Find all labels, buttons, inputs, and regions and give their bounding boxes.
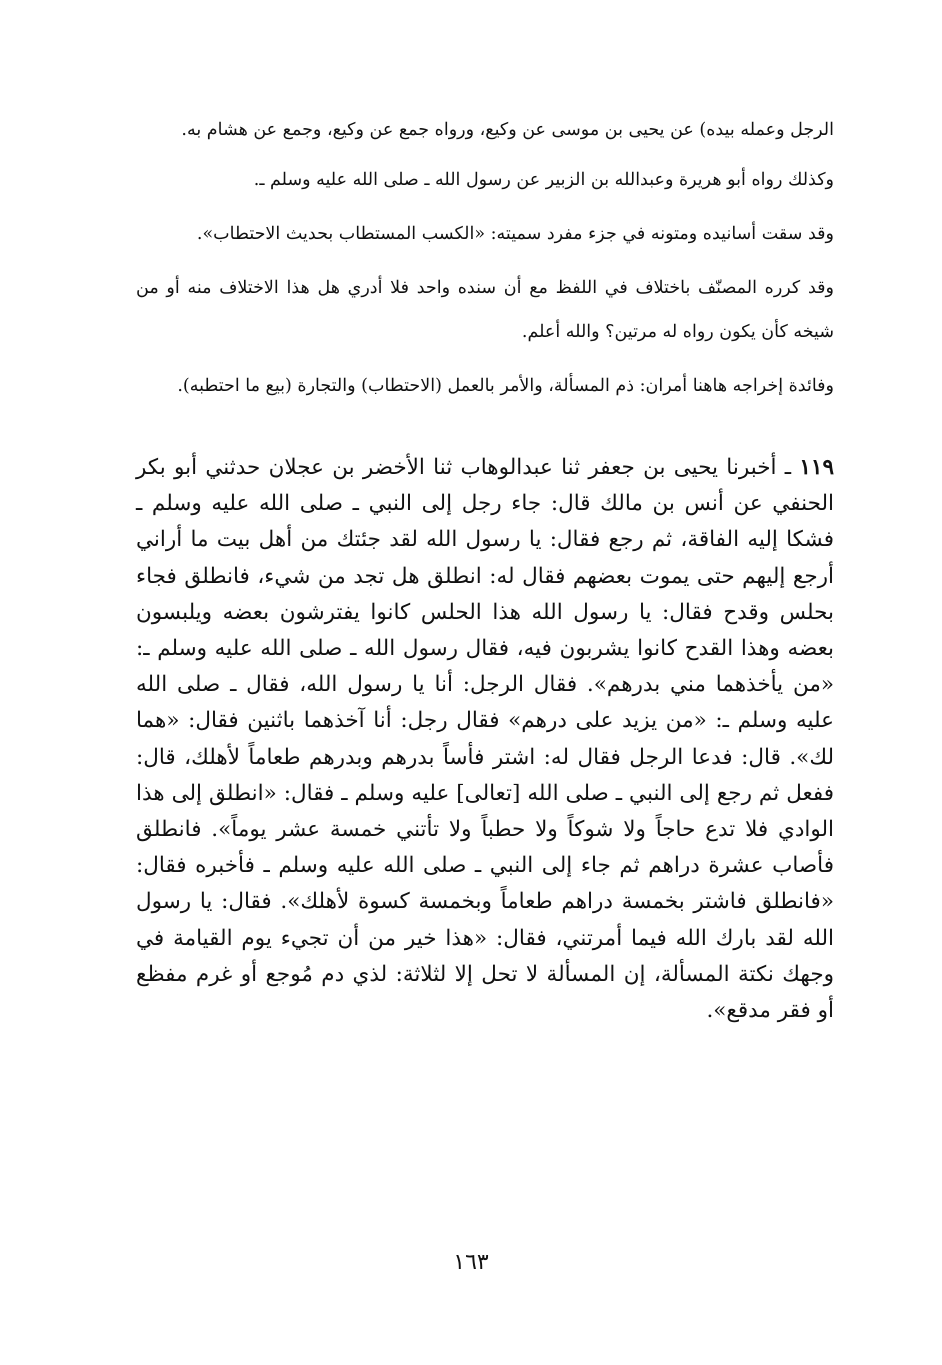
footnote-paragraph: وقد كرره المصنّف باختلاف في اللفظ مع أن سنده واحد فلا أدري هل هذا الاختلاف منه أو من شيخه كأن يكون رواه له مرتين؟ والله أعلم.: [136, 278, 834, 342]
footnote-paragraph: وفائدة إخراجه هاهنا أمران: ذم المسألة، والأمر بالعمل (الاحتطاب) والتجارة (بيع ما احتطبه).: [177, 376, 834, 396]
page-number: ١٦٣: [453, 1250, 489, 1275]
hadith-number: ١١٩: [799, 455, 834, 480]
hadith-text: ـ أخبرنا يحيى بن جعفر ثنا عبدالوهاب ثنا الأخضر بن عجلان حدثني أبو بكر الحنفي عن أنس بن مالك قال: جاء رجل إلى النبي ـ صلى الله عليه وسلم ـ فشكا إليه الفاقة، ثم رجع فقال: يا رسول الله لقد جئتك من أهل بيت ما أراني أرجع إليهم حتى يموت بعضهم فقال له: انطلق هل تجد من شيء، فانطلق فجاء بحلس وقدح فقال: يا رسول الله هذا الحلس كانوا يفترشون بعضه ويلبسون بعضه وهذا القدح كانوا يشربون فيه، فقال رسول الله ـ صلى الله عليه وسلم ـ: «من يأخذهما مني بدرهم». فقال الرجل: أنا يا رسول الله، فقال ـ صلى الله عليه وسلم ـ: «من يزيد على درهم» فقال رجل: أنا آخذهما باثنين فقال: «هما لك». قال: فدعا الرجل فقال له: اشتر فأساً بدرهم وبدرهم طعاماً لأهلك، قال: ففعل ثم رجع إلى النبي ـ صلى الله [تعالى] عليه وسلم ـ فقال: «انطلق إلى هذا الوادي فلا تدع حاجاً ولا شوكاً ولا حطباً ولا تأتني خمسة عشر يوماً». فانطلق فأصاب عشرة دراهم ثم جاء إلى النبي ـ صلى الله عليه وسلم ـ فأخبره فقال: «فانطلق فاشتر بخمسة دراهم طعاماً وبخمسة كسوة لأهلك». فقال: يا رسول الله لقد بارك الله فيما أمرتني، فقال: «هذا خير من أن تجيء يوم القيامة في وجهك نكتة المسألة، إن المسألة لا تحل إلا لثلاثة: لذي دم مُوجع أو غرم مفظع أو فقر مدقع».: [136, 455, 834, 1024]
hadith-paragraph: [136, 450, 834, 1029]
footnote-paragraph: وقد سقت أسانيده ومتونه في جزء مفرد سميته: «الكسب المستطاب بحديث الاحتطاب».: [196, 224, 834, 244]
text-column: [136, 108, 834, 1029]
footnote-paragraph: الرجل وعمله بيده) عن يحيى بن موسى عن وكيع، ورواه جمع عن وكيع، وجمع عن هشام به.: [181, 120, 834, 140]
footnote-paragraph: وكذلك رواه أبو هريرة وعبدالله بن الزبير عن رسول الله ـ صلى الله عليه وسلم ـ.: [253, 170, 834, 190]
